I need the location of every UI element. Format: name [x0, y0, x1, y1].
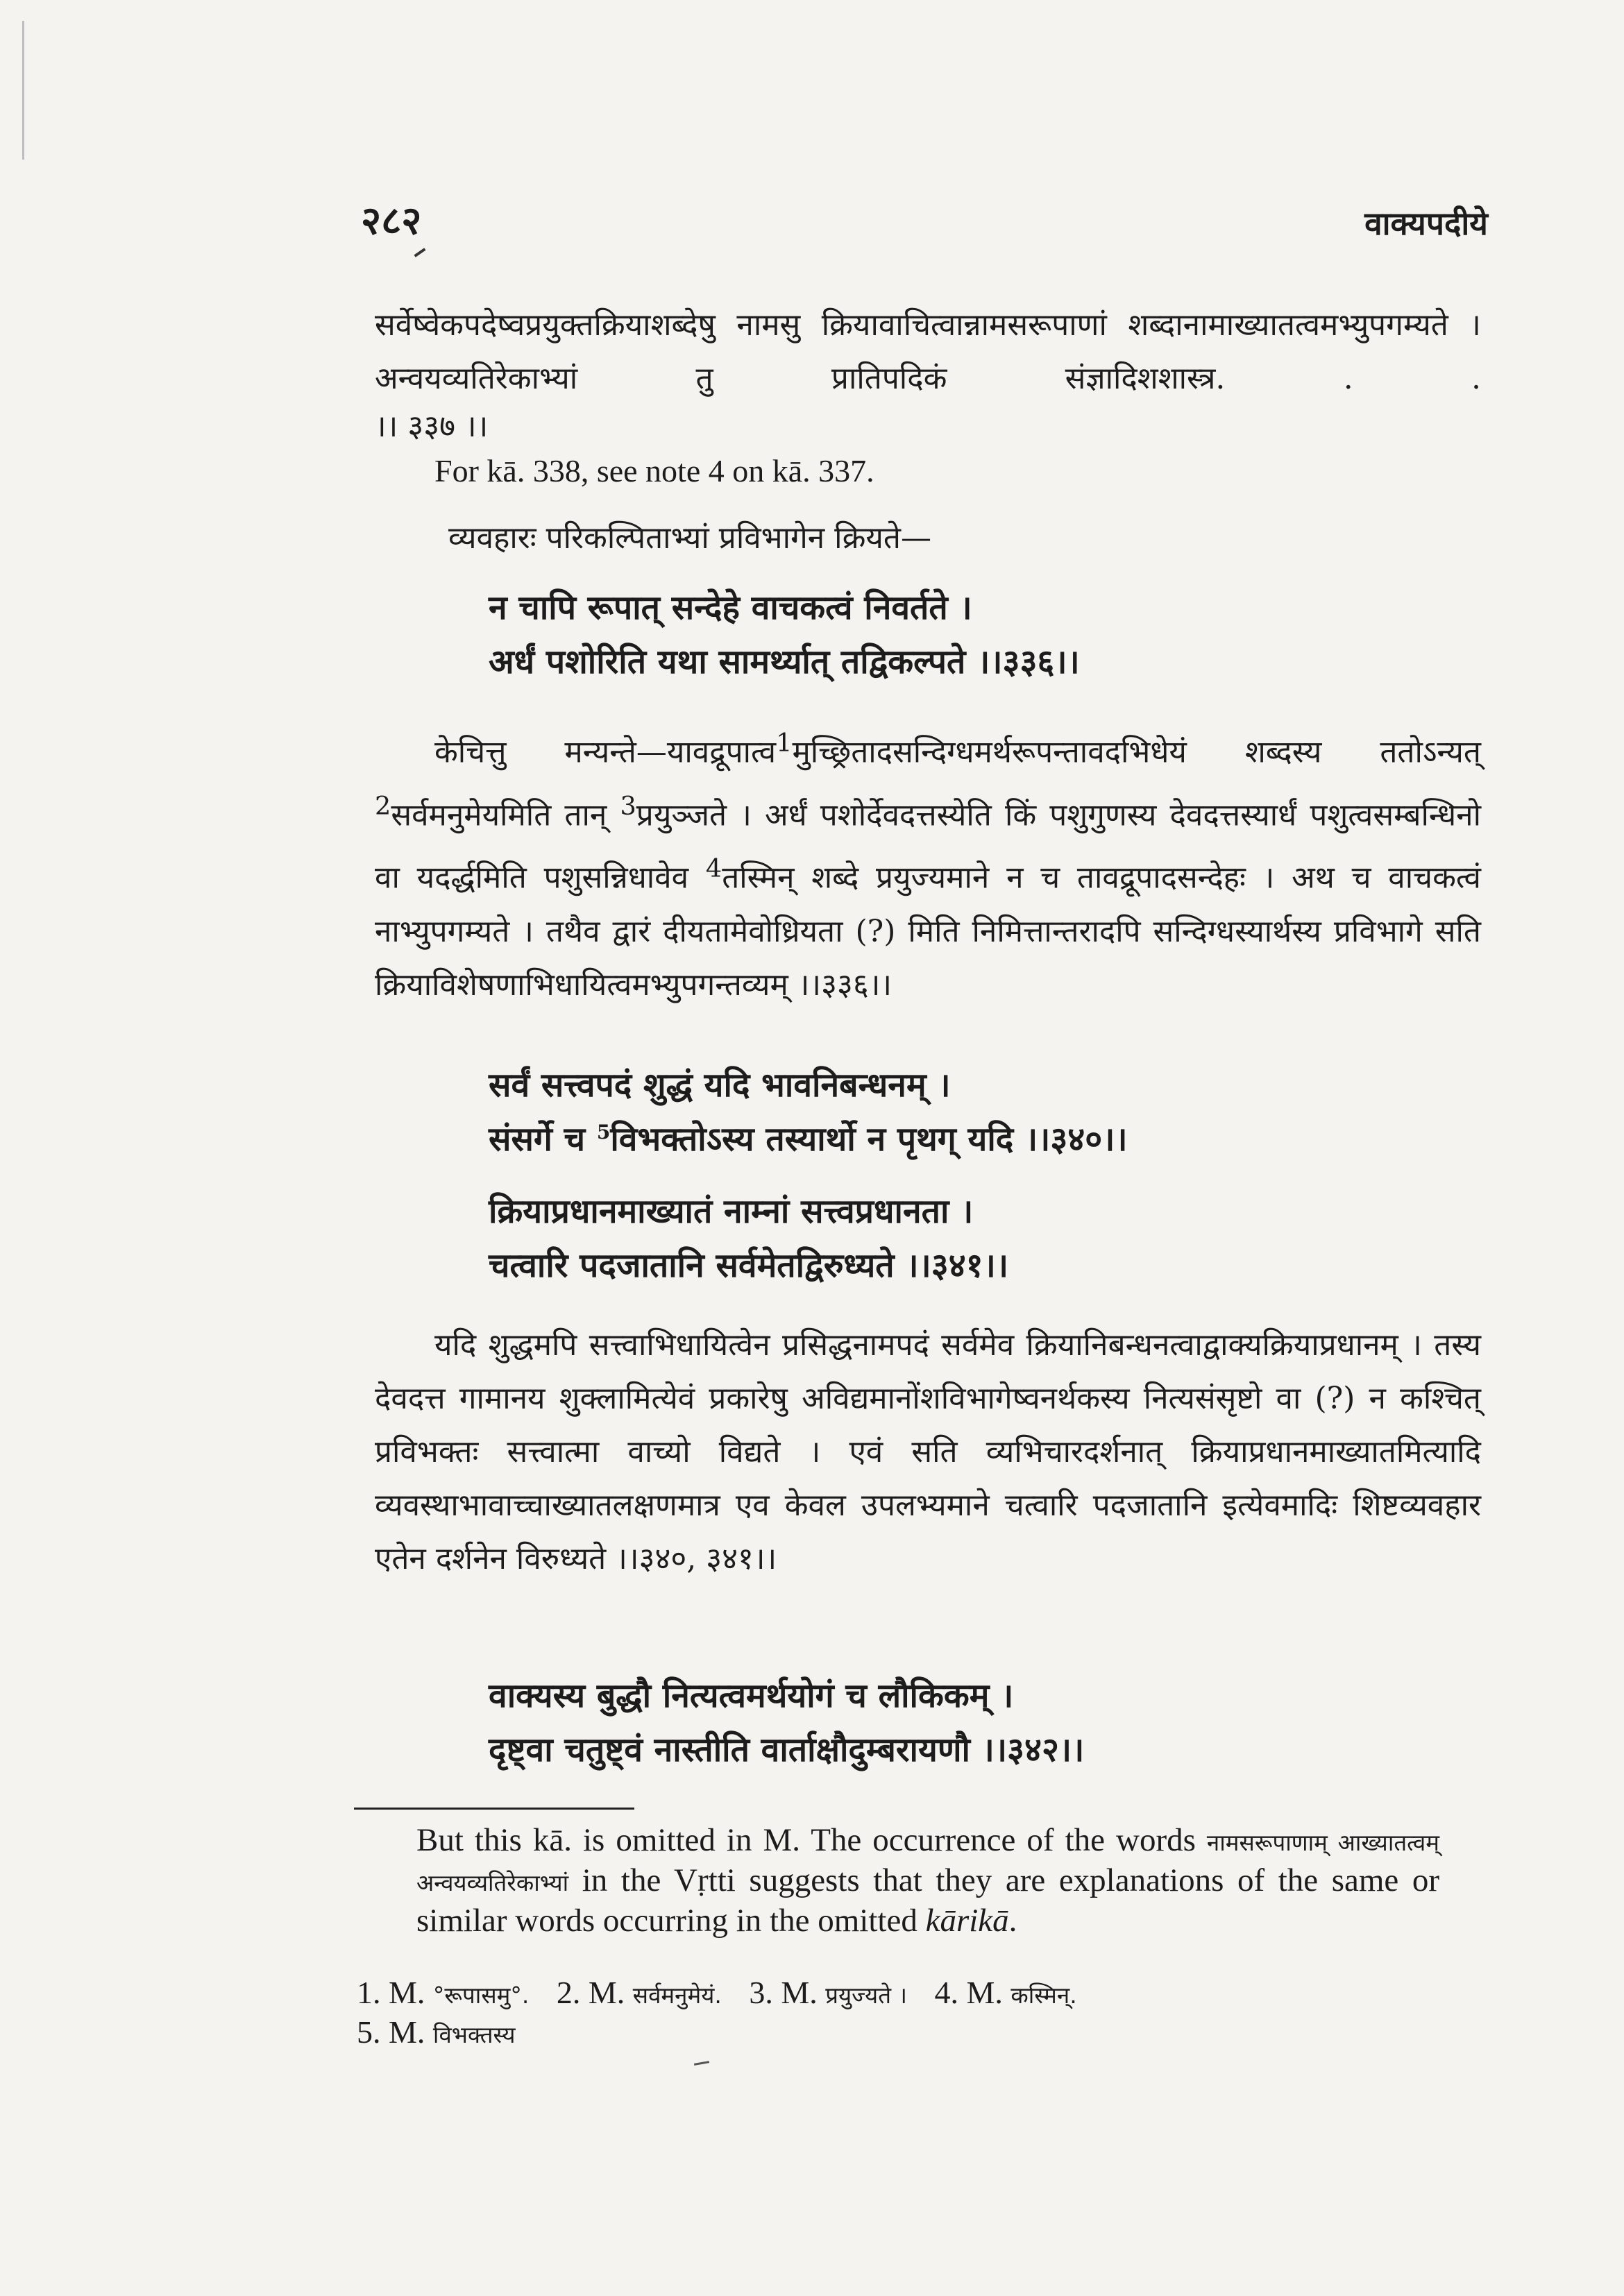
variant-1-label: 1. M.	[357, 1975, 425, 2010]
editor-note: For kā. 338, see note 4 on kā. 337.	[434, 453, 874, 488]
footnote-main-text: But this kā. is omitted in M. The occurrence of the words	[416, 1822, 1196, 1858]
variant-2-text: सर्वमनुमेयं.	[632, 1982, 722, 2009]
footnote-ref-4: 4	[705, 853, 722, 884]
footnote-rule	[354, 1808, 634, 1810]
footnote-ref-2: 2	[375, 790, 391, 821]
karika-340-line1: सर्वं सत्त्वपदं शुद्धं यदि भावनिबन्धनम् ।	[489, 1066, 951, 1105]
footnote-ref-5: 5	[596, 1121, 611, 1143]
scan-margin-line	[22, 21, 24, 160]
vrtti-339-text: तस्मिन् शब्दे प्रयुज्यमाने न च तावद्रूपादसन्देहः । अथ च वाचकत्वं नाभ्युपगम्यते । तथैव द्वारं दीयतामेवोध्रियता (?) मिति निमित्तान्तरादपि सन्दिग्धस्यार्थस्य प्रविभागे सति क्रियाविशेषणाभिधायित्वमभ्युपगन्तव्यम् ।।३३६।।	[375, 860, 1481, 1003]
footnote-main-period: .	[1008, 1903, 1017, 1939]
page-number: २८२	[361, 198, 422, 244]
variant-5-text: विभक्तस्य	[432, 2021, 516, 2048]
intro-339: व्यवहारः परिकल्पिताभ्यां प्रविभागेन क्रियते—	[448, 520, 931, 556]
stray-mark	[694, 2061, 709, 2066]
karika-339-line2: अर्धं पशोरिति यथा सामर्थ्यात् तद्विकल्पते ।।३३६।।	[489, 643, 1080, 681]
verse-number-337: ।। ३३७ ।।	[375, 409, 489, 444]
stray-mark	[414, 248, 425, 257]
karika-342-line2: दृष्ट्वा चतुष्ट्वं नास्तीति वार्ताक्षौदुम्बरायणौ ।।३४२।।	[489, 1730, 1085, 1769]
footnote-main-devanagari: नामसरूपाणाम् आख्यातत्वम् अन्वयव्यतिरेकाभ्यां	[416, 1829, 1440, 1896]
running-title: वाक्यपदीये	[1364, 205, 1488, 242]
variant-5-label: 5. M.	[357, 2014, 425, 2050]
vrtti-339	[375, 716, 1481, 1012]
footnote-main-italic: kārikā	[925, 1903, 1009, 1939]
karika-339-line1: न चापि रूपात् सन्देहे वाचकत्वं निवर्तते ।	[489, 588, 972, 627]
variant-3-text: प्रयुज्यते ।	[825, 1982, 908, 2009]
variant-2-label: 2. M.	[556, 1975, 625, 2010]
footnote-main	[416, 1821, 1439, 1940]
footnote-variants-line2	[357, 2014, 515, 2050]
footnote-ref-3: 3	[620, 790, 636, 821]
karika-340-text: संसर्गे च	[489, 1120, 586, 1159]
footnote-ref-1: 1	[776, 728, 793, 758]
vrtti-continuation: सर्वेष्वेकपदेष्वप्रयुक्तक्रियाशब्देषु नामसु क्रियावाचित्वान्नामसरूपाणां शब्दानामाख्यातत्वमभ्युपगम्यते । अन्वयव्यतिरेकाभ्यां तु प्रातिपदिकं संज्ञादिशशास्त्र. . .	[375, 307, 1481, 396]
vrtti-339-text: ततोऽन्यत्	[1380, 734, 1481, 770]
karika-342-line1: वाक्यस्य बुद्धौ नित्यत्वमर्थयोगं च लौकिकम् ।	[489, 1676, 1014, 1715]
footnote-main-text: in the Vṛtti suggests that they are explanations of the same or similar words occurring in the omitted	[416, 1862, 1440, 1939]
vrtti-340-341: यदि शुद्धमपि सत्त्वाभिधायित्वेन प्रसिद्धनामपदं सर्वमेव क्रियानिबन्धनत्वाद्वाक्यक्रियाप्रधानम् । तस्य देवदत्त गामानय शुक्लामित्येवं प्रकारेषु अविद्यमानोंशविभागेष्वनर्थकस्य नित्यसंसृष्टो वा (?) न कश्चित् प्रविभक्तः सत्त्वात्मा वाच्यो विद्यते । एवं सति व्यभिचारदर्शनात् क्रियाप्रधानमाख्यातमित्यादि व्यवस्थाभावाच्चाख्यातलक्षणमात्र एव केवल उपलभ्यमाने चत्वारि पदजातानि इत्येवमादिः शिष्टव्यवहार एतेन दर्शनेन विरुध्यते ।।३४०, ३४१।।	[375, 1327, 1481, 1576]
variant-1-text: °रूपासमु°.	[432, 1982, 530, 2009]
vrtti-339-text: सर्वमनुमेयमिति तान्	[391, 797, 607, 833]
variant-3-label: 3. M.	[749, 1975, 818, 2010]
footnote-variants-line1	[357, 1974, 1077, 2011]
variant-4-text: कस्मिन्.	[1010, 1982, 1077, 2009]
vrtti-339-text: केचित्तु मन्यन्ते—यावद्रूपात्व	[434, 734, 777, 770]
karika-340-text: विभक्तोऽस्य तस्यार्थो न पृथग् यदि ।।३४०।।	[610, 1120, 1128, 1159]
vrtti-339-text: प्रयुञ्जते । अर्धं पशोर्देवदत्तस्येति किं पशुगुणस्य देवदत्तस्यार्धं पशुत्वसम्बन्धिनो वा यदर्द्धमिति पशुसन्निधावेव	[375, 797, 1481, 896]
karika-340-line2	[489, 1116, 1128, 1161]
karika-341-line1: क्रियाप्रधानमाख्यातं नाम्नां सत्त्वप्रधानता ।	[489, 1192, 974, 1231]
variant-4-label: 4. M.	[934, 1975, 1003, 2010]
karika-341-line2: चत्वारि पदजातानि सर्वमेतद्विरुध्यते ।।३४१।।	[489, 1246, 1009, 1285]
vrtti-339-text: मुच्छ्रितादसन्दिग्धमर्थरूपन्तावदभिधेयं शब्दस्य	[792, 734, 1322, 770]
